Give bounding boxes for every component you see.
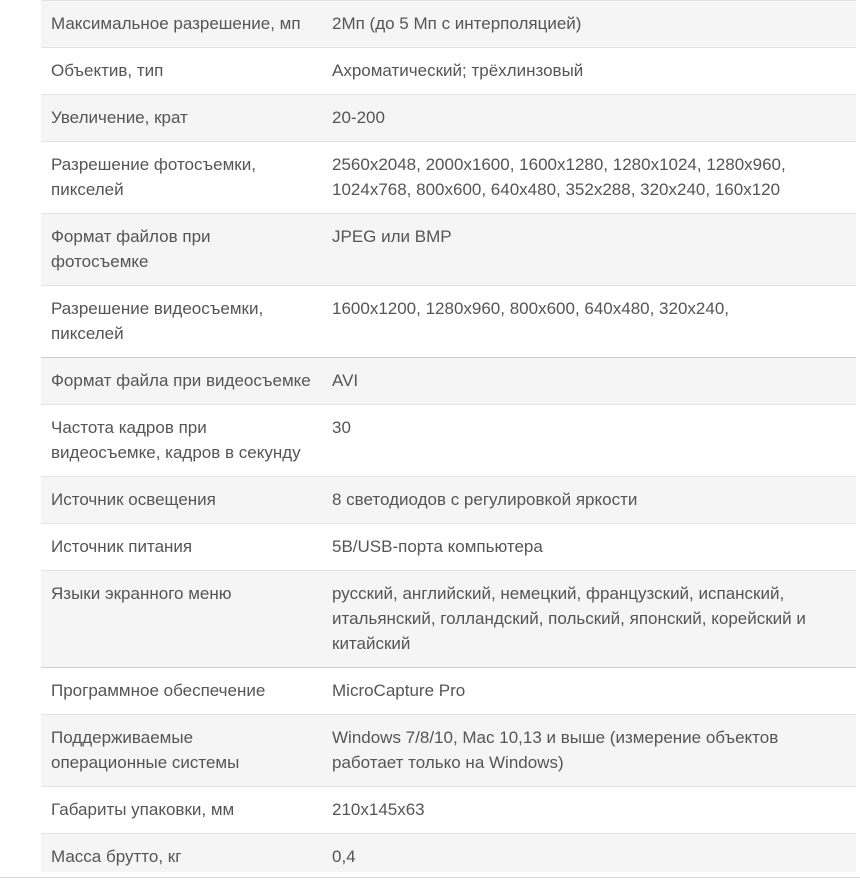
table-row bbox=[41, 405, 856, 477]
spec-label: Источник освещения bbox=[41, 477, 322, 524]
spec-value: 2560x2048, 2000x1600, 1600x1280, 1280x1024, 1280x960, 1024x768, 800x600, 640x480, 352x288, 320x240, 160x120 bbox=[322, 142, 856, 214]
table-row bbox=[41, 477, 856, 524]
table-row bbox=[41, 524, 856, 571]
table-row bbox=[41, 95, 856, 142]
spec-value: 2Мп (до 5 Мп с интерполяцией) bbox=[322, 1, 856, 48]
spec-label: Источник питания bbox=[41, 524, 322, 571]
spec-value: 5В/USB-порта компьютера bbox=[322, 524, 856, 571]
table-row bbox=[41, 571, 856, 668]
spec-value: 210x145x63 bbox=[322, 787, 856, 834]
table-row bbox=[41, 214, 856, 286]
spec-value: Ахроматический; трёхлинзовый bbox=[322, 48, 856, 95]
spec-label: Увеличение, крат bbox=[41, 95, 322, 142]
spec-label: Габариты упаковки, мм bbox=[41, 787, 322, 834]
spec-label: Языки экранного меню bbox=[41, 571, 322, 668]
table-row bbox=[41, 1, 856, 48]
table-row bbox=[41, 358, 856, 405]
spec-label: Формат файлов при фотосъемке bbox=[41, 214, 322, 286]
spec-value: JPEG или BMP bbox=[322, 214, 856, 286]
table-row bbox=[41, 286, 856, 358]
table-row bbox=[41, 48, 856, 95]
spec-label: Максимальное разрешение, мп bbox=[41, 1, 322, 48]
spec-value: 0,4 bbox=[322, 834, 856, 881]
spec-label: Частота кадров при видеосъемке, кадров в секунду bbox=[41, 405, 322, 477]
table-row bbox=[41, 715, 856, 787]
spec-label: Масса брутто, кг bbox=[41, 834, 322, 881]
spec-label: Объектив, тип bbox=[41, 48, 322, 95]
spec-label: Разрешение фотосъемки, пикселей bbox=[41, 142, 322, 214]
table-row bbox=[41, 787, 856, 834]
spec-value: Windows 7/8/10, Mac 10,13 и выше (измерение объектов работает только на Windows) bbox=[322, 715, 856, 787]
spec-value: русский, английский, немецкий, французский, испанский, итальянский, голландский, польский, японский, корейский и китайский bbox=[322, 571, 856, 668]
divider bbox=[0, 877, 860, 878]
spec-value: 8 светодиодов с регулировкой яркости bbox=[322, 477, 856, 524]
spec-value: 30 bbox=[322, 405, 856, 477]
table-row bbox=[41, 142, 856, 214]
spec-label: Разрешение видеосъемки, пикселей bbox=[41, 286, 322, 358]
spec-value: 1600x1200, 1280x960, 800x600, 640x480, 320x240, bbox=[322, 286, 856, 358]
spec-label: Поддерживаемые операционные системы bbox=[41, 715, 322, 787]
spec-value: 20-200 bbox=[322, 95, 856, 142]
spec-value: AVI bbox=[322, 358, 856, 405]
spec-label: Программное обеспечение bbox=[41, 668, 322, 715]
table-row bbox=[41, 668, 856, 715]
spec-label: Формат файла при видеосъемке bbox=[41, 358, 322, 405]
specifications-table bbox=[41, 0, 856, 880]
spec-value: MicroCapture Pro bbox=[322, 668, 856, 715]
